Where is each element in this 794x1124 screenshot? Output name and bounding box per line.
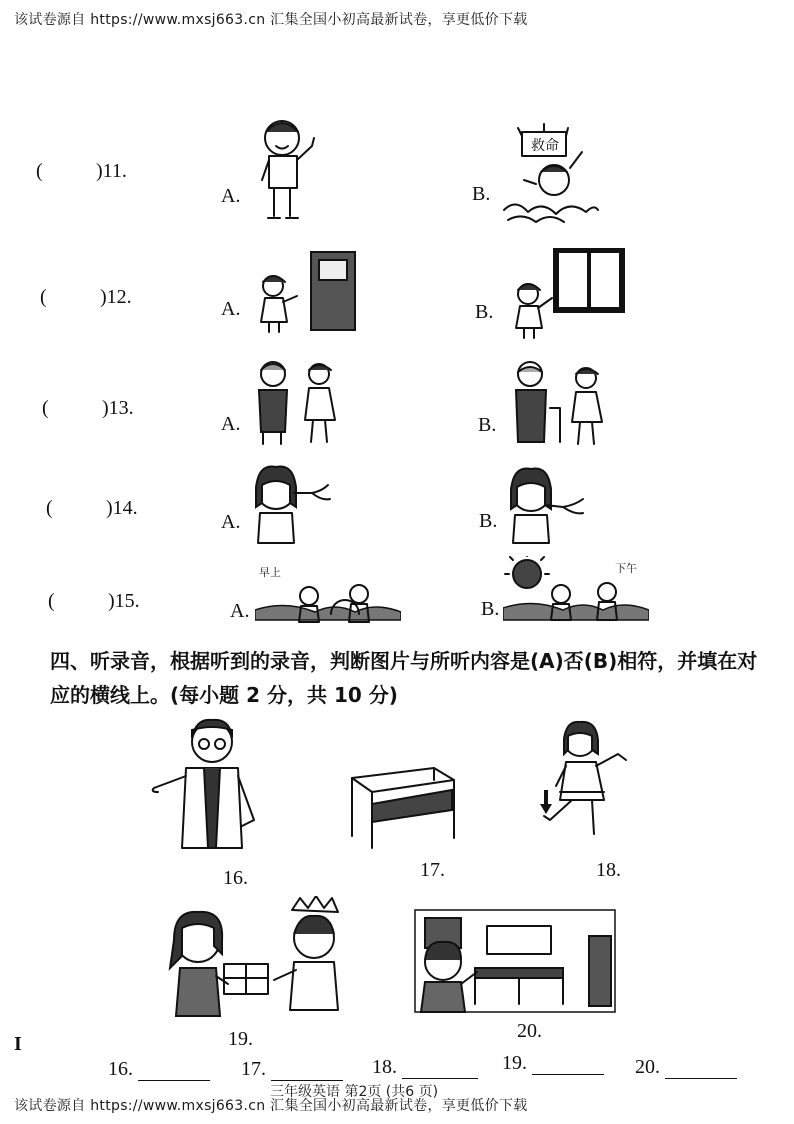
option-a-label: A. [221, 185, 241, 207]
grandma-and-girl-illustration [253, 358, 339, 448]
drowning-child-illustration [498, 122, 602, 226]
option-b-label: B. [479, 510, 498, 532]
option-a-label: A. [230, 600, 250, 622]
option-b-label: B. [475, 301, 494, 323]
afternoon-caption: 下午 [615, 562, 637, 575]
grandpa-and-girl-illustration [506, 358, 604, 446]
picture-label: 20. [517, 1020, 542, 1042]
help-caption: 救命 [531, 138, 559, 154]
classroom-illustration [413, 908, 617, 1014]
girl-hand-pointing-mouth-illustration [505, 465, 589, 545]
girl-pointing-at-window-illustration [506, 248, 626, 340]
picture-label: 16. [223, 867, 248, 889]
page-footer: 三年级英语 第2页 (共6 页) [270, 1084, 439, 1100]
question-number: ( )11. [36, 160, 127, 182]
answer-blank-16[interactable]: 16. [108, 1058, 210, 1081]
answer-blank-18[interactable]: 18. [372, 1056, 478, 1079]
answer-blank-20[interactable]: 20. [635, 1056, 737, 1079]
afternoon-greeting-illustration [503, 556, 649, 626]
morning-greeting-illustration [255, 562, 401, 628]
option-b-label: B. [481, 598, 500, 620]
side-mark: I [14, 1033, 22, 1055]
option-a-label: A. [221, 413, 241, 435]
answer-blank-17[interactable]: 17. [241, 1058, 343, 1081]
picture-label: 17. [420, 859, 445, 881]
watermark-bottom: 该试卷源自 https://www.mxsj663.cn 汇集全国小初高最新试卷，享更低价下载 [14, 1098, 528, 1114]
girl-kicking-illustration [538, 716, 632, 846]
option-b-label: B. [478, 414, 497, 436]
girl-hand-pointing-eye-illustration [250, 463, 334, 545]
section-title: 四、听录音，根据听到的录音，判断图片与所听内容是(A)否(B)相符，并填在对应的横线上。(每小题 2 分，共 10 分) [50, 649, 758, 707]
option-a-label: A. [221, 511, 241, 533]
picture-label: 19. [228, 1028, 253, 1050]
boy-waving-illustration [252, 116, 322, 224]
desk-illustration [348, 764, 458, 850]
option-a-label: A. [221, 298, 241, 320]
watermark-top: 该试卷源自 https://www.mxsj663.cn 汇集全国小初高最新试卷，享更低价下载 [14, 12, 528, 28]
answer-blank-19[interactable]: 19. [502, 1052, 604, 1075]
picture-label: 18. [596, 859, 621, 881]
morning-caption: 早上 [259, 566, 281, 579]
question-number: ( )12. [40, 286, 132, 308]
birthday-gift-illustration [154, 896, 350, 1020]
question-number: ( )14. [46, 497, 138, 519]
girl-pointing-at-door-illustration [255, 250, 359, 334]
doctor-illustration [150, 716, 270, 852]
question-number: ( )13. [42, 397, 134, 419]
question-number: ( )15. [48, 590, 140, 612]
option-b-label: B. [472, 183, 491, 205]
